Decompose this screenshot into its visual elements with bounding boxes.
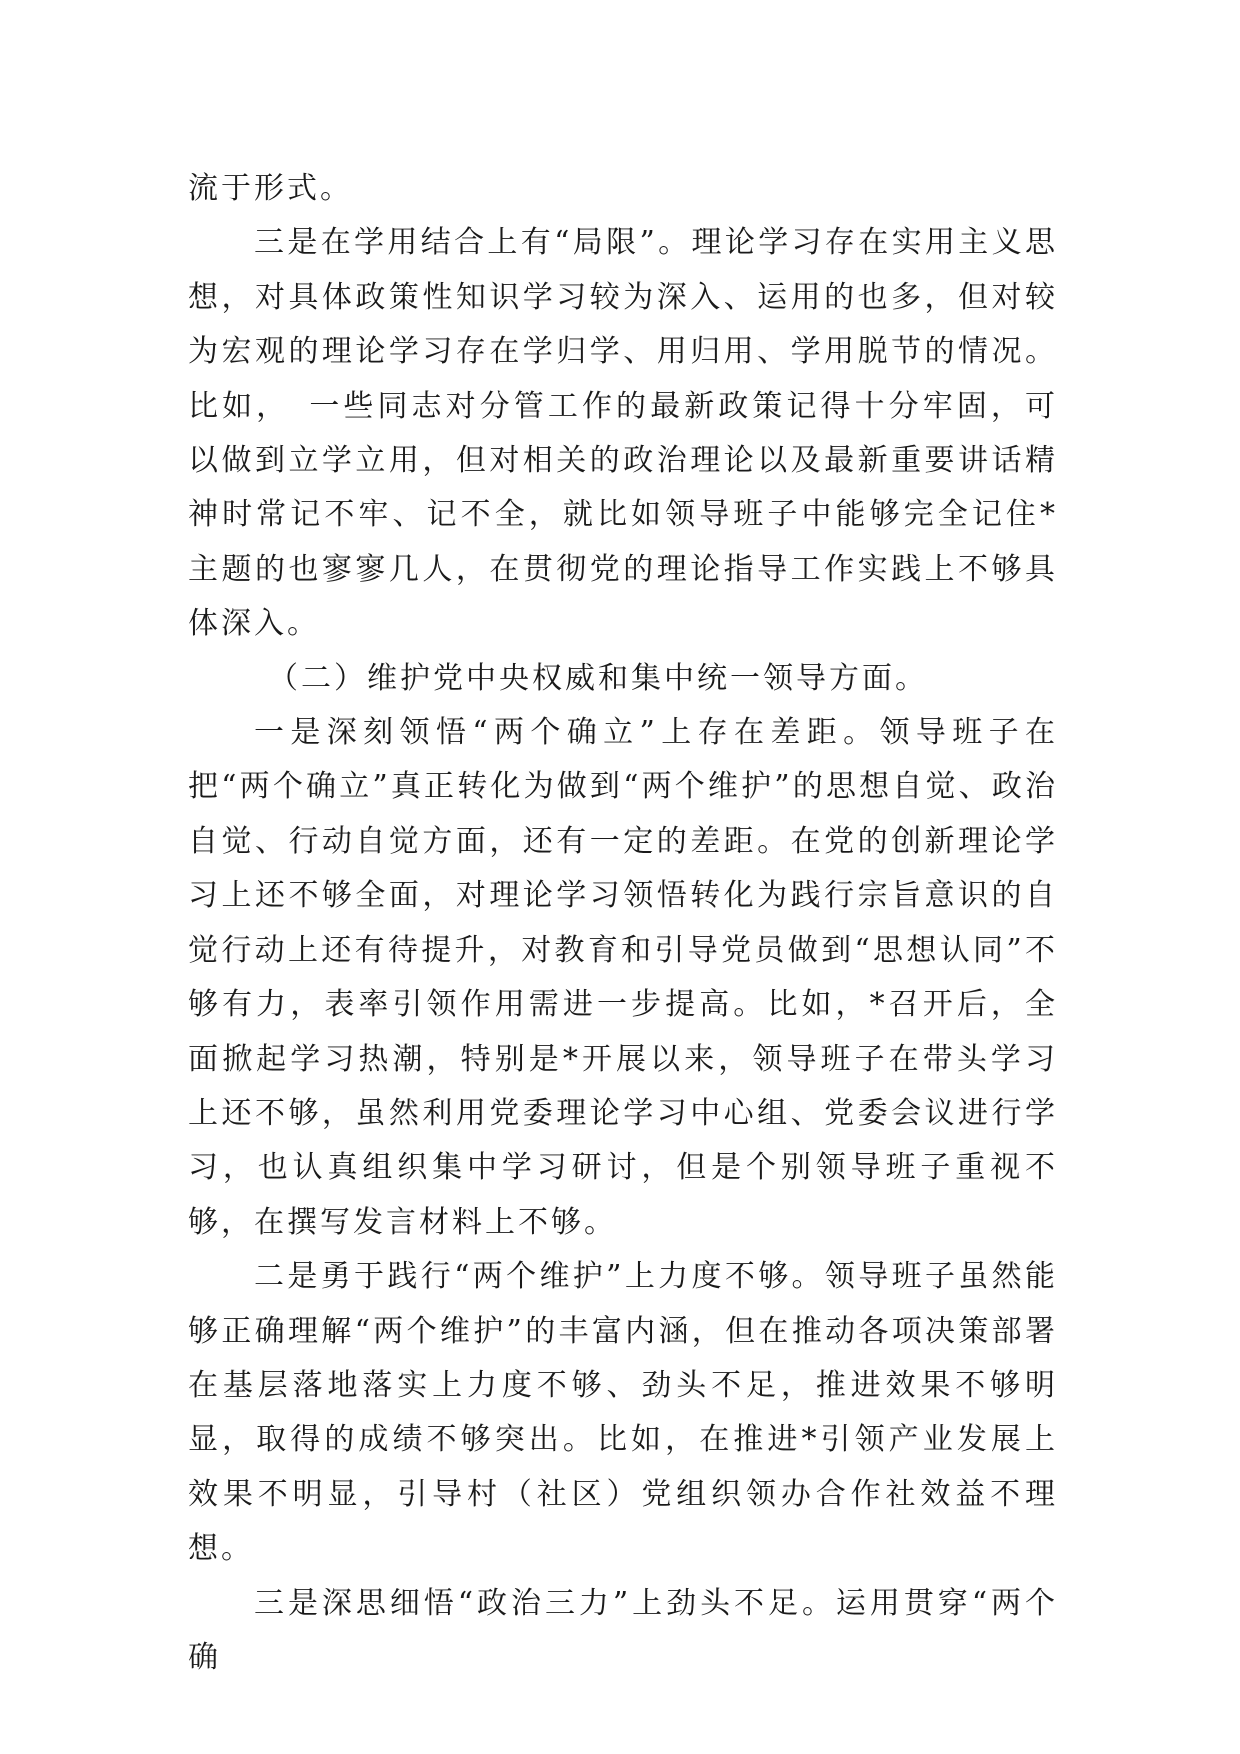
- paragraph-continuation: 流于形式。: [188, 171, 353, 206]
- section-heading-central-authority: （二）维护党中央权威和集中统一领导方面。: [268, 660, 928, 696]
- paragraph-two-establishments: 一是深刻领悟“两个确立”上存在差距。领导班子在把“两个确立”真正转化为做到“两个维护”的思想自觉、政治自觉、行动自觉方面，还有一定的差距。在党的创新理论学习上还不够全面，对理论学习领悟转化为践行宗旨意识的自觉行动上还有待提升，对教育和引导党员做到“思想认同”不够有力，表率引领作用需进一步提高。比如，*召开后，全面掀起学习热潮，特别是*开展以来，领导班子在带头学习上还不够，虽然利用党委理论学习中心组、党委会议进行学习，也认真组织集中学习研讨，但是个别领导班子重视不够，在撰写发言材料上不够。: [188, 715, 1058, 1240]
- paragraph-two-safeguards: 二是勇于践行“两个维护”上力度不够。领导班子虽然能够正确理解“两个维护”的丰富内涵，但在推动各项决策部署在基层落地落实上力度不够、劲头不足，推进效果不够明显，取得的成绩不够突出。比如，在推进*引领产业发展上效果不明显，引导村（社区）党组织领办合作社效益不理想。: [188, 1259, 1058, 1567]
- paragraph-political-abilities: 三是深思细悟“政治三力”上劲头不足。运用贯穿“两个确: [188, 1585, 1058, 1675]
- paragraph-study-application: 三是在学用结合上有“局限”。理论学习存在实用主义思想，对具体政策性知识学习较为深入、运用的也多，但对较为宏观的理论学习存在学归学、用归用、学用脱节的情况。比如， 一些同志对分管工作的最新政策记得十分牢固，可以做到立学立用，但对相关的政治理论以及最新重要讲话精神时常记不牢、记不全，就比如领导班子中能够完全记住*主题的也寥寥几人，在贯彻党的理论指导工作实践上不够具体深入。: [188, 225, 1058, 642]
- document-body: [188, 162, 1058, 1685]
